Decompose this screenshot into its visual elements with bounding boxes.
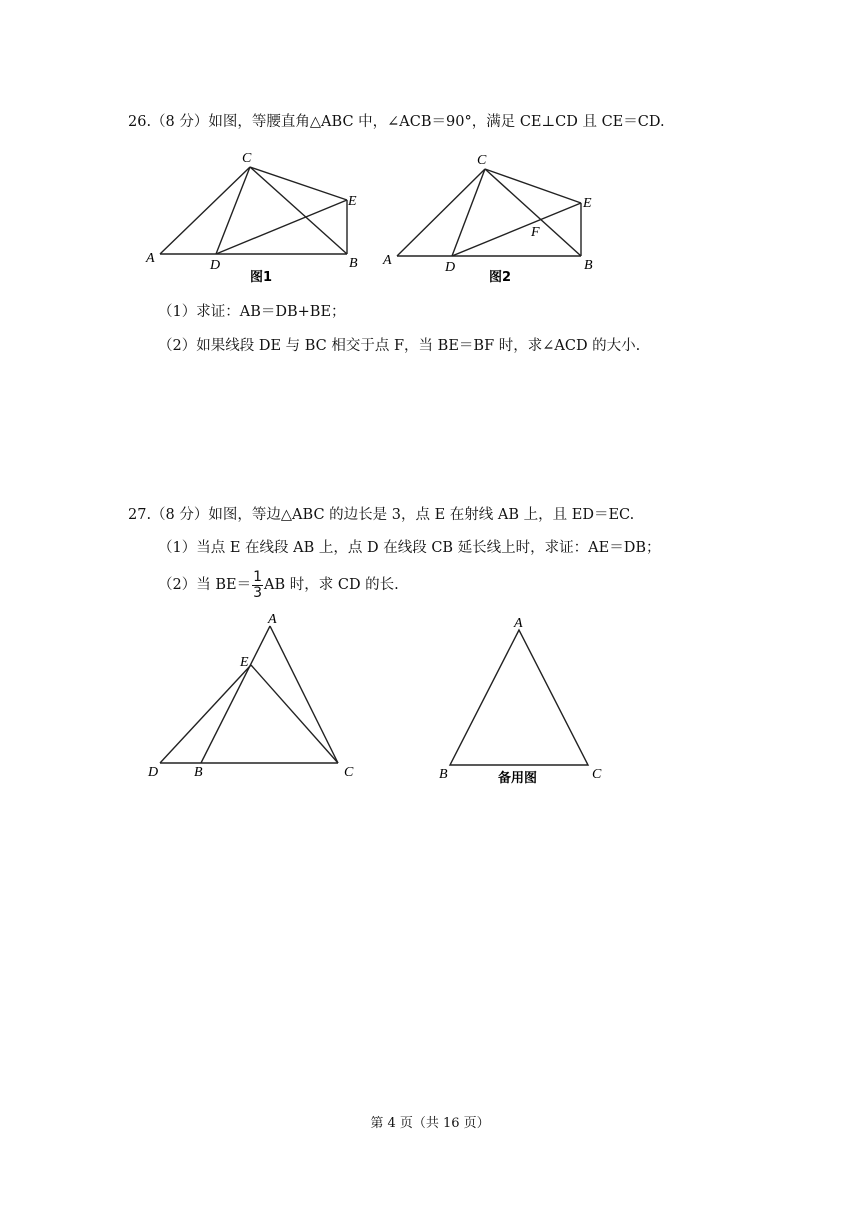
segment-ac xyxy=(160,167,250,254)
label-a: A xyxy=(383,253,392,268)
segment-de xyxy=(452,203,581,256)
label-c: C xyxy=(242,151,252,166)
segment-ac xyxy=(397,169,485,256)
page-footer: 第 4 页（共 16 页） xyxy=(370,1116,490,1131)
fraction-numerator: 1 xyxy=(253,568,262,585)
segment-de xyxy=(160,665,251,763)
figure-caption-spare: 备用图 xyxy=(498,771,538,786)
segment-ec xyxy=(251,665,338,763)
label-c: C xyxy=(344,765,354,780)
q26-part-1: （1）求证：AB＝DB+BE； xyxy=(158,304,346,320)
figure-caption-2: 图2 xyxy=(489,270,512,285)
label-f: F xyxy=(531,225,540,240)
q27-stem: 27.（8 分）如图，等边△ABC 的边长是 3，点 E 在射线 AB 上，且 ED＝EC. xyxy=(128,507,635,523)
segment-cd xyxy=(452,169,485,256)
label-a: A xyxy=(514,616,523,631)
label-d: D xyxy=(445,260,456,275)
label-c: C xyxy=(477,153,487,168)
q26-figure-2 xyxy=(375,145,615,290)
label-b: B xyxy=(194,765,203,780)
q27-part-1: （1）当点 E 在线段 AB 上，点 D 在线段 CB 延长线上时，求证：AE＝DB； xyxy=(158,540,661,556)
figure-caption-1: 图1 xyxy=(250,270,273,285)
label-b: B xyxy=(584,258,593,273)
label-a: A xyxy=(146,251,155,266)
label-c: C xyxy=(592,767,602,782)
segment-de xyxy=(216,200,347,254)
label-b: B xyxy=(439,767,448,782)
q26-part-2: （2）如果线段 DE 与 BC 相交于点 F，当 BE＝BF 时，求∠ACD 的大小. xyxy=(158,338,641,354)
label-a: A xyxy=(268,612,277,627)
label-e: E xyxy=(348,194,357,209)
triangle-abc xyxy=(450,630,588,765)
segment-ce xyxy=(485,169,581,203)
label-e: E xyxy=(240,655,249,670)
segment-cb xyxy=(250,167,347,254)
label-e: E xyxy=(583,196,592,211)
segment-ce xyxy=(250,167,347,200)
label-d: D xyxy=(148,765,159,780)
segment-cb xyxy=(485,169,581,256)
segment-ab xyxy=(201,626,270,763)
fraction-one-third xyxy=(252,570,263,601)
q27-part-2-prefix: （2）当 BE＝ xyxy=(158,577,252,593)
q27-figure-1 xyxy=(140,608,370,788)
label-d: D xyxy=(210,258,221,273)
q27-part-2 xyxy=(158,568,399,602)
fraction-denominator: 3 xyxy=(253,584,262,601)
q26-stem: 26.（8 分）如图，等腰直角△ABC 中，∠ACB＝90°，满足 CE⊥CD 且 CE＝CD. xyxy=(128,114,665,130)
segment-ac xyxy=(270,626,338,763)
label-b: B xyxy=(349,256,358,271)
segment-cd xyxy=(216,167,250,254)
q27-figure-2 xyxy=(430,608,630,793)
q27-part-2-suffix: AB 时，求 CD 的长. xyxy=(264,577,399,593)
q26-figure-1 xyxy=(140,145,380,290)
